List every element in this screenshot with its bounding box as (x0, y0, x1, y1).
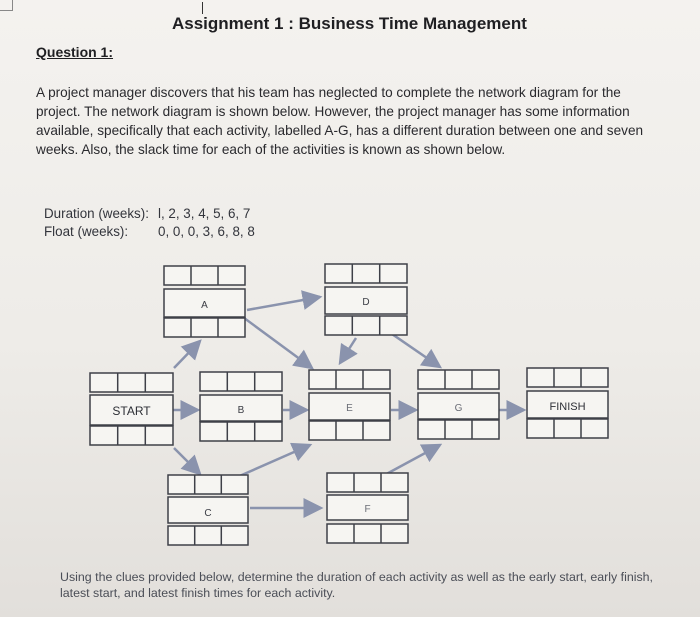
instruction-text: Using the clues provided below, determine the duration of each activity as well as the early start, early finish, latest start, and latest finish times for each activity. (60, 570, 653, 600)
node-d (325, 264, 407, 335)
arrow-d-e (340, 338, 356, 363)
arrow-start-a (174, 341, 200, 368)
node-finish (527, 368, 608, 438)
arrow-a-e (236, 312, 312, 368)
question-heading: Question 1: (36, 44, 114, 60)
node-a-label: A (201, 300, 208, 311)
arrow-c-e (235, 445, 310, 478)
node-e (309, 370, 390, 440)
node-a (164, 266, 245, 337)
node-start (90, 373, 173, 445)
page-title: Assignment 1 : Business Time Management (172, 14, 527, 33)
node-b-label: B (237, 405, 245, 416)
arrow-start-c (174, 448, 200, 474)
node-b (200, 372, 282, 441)
duration-label: Duration (weeks): (44, 206, 149, 221)
node-d-label: D (362, 297, 370, 308)
node-start-label: START (112, 404, 151, 418)
node-f (327, 473, 408, 543)
node-f-label: F (364, 504, 371, 515)
node-c-label: C (204, 508, 212, 519)
node-g (418, 370, 499, 439)
node-c (168, 475, 248, 545)
float-values: 0, 0, 0, 3, 6, 8, 8 (158, 224, 255, 239)
node-e-label: E (346, 403, 353, 414)
arrow-a-d (247, 297, 320, 310)
duration-values: l, 2, 3, 4, 5, 6, 7 (158, 206, 251, 221)
node-finish-label: FINISH (549, 401, 586, 413)
question-body: A project manager discovers that his team has neglected to complete the network diagram for the project. The network diagram is shown below. However, the project manager has some information available, specifically that each activity, labelled A-G, has a different duration between one and seven weeks. Also, the slack time for each of the activities is known as shown below. (36, 85, 644, 157)
node-g-label: G (454, 403, 463, 414)
float-label: Float (weeks): (44, 224, 129, 239)
